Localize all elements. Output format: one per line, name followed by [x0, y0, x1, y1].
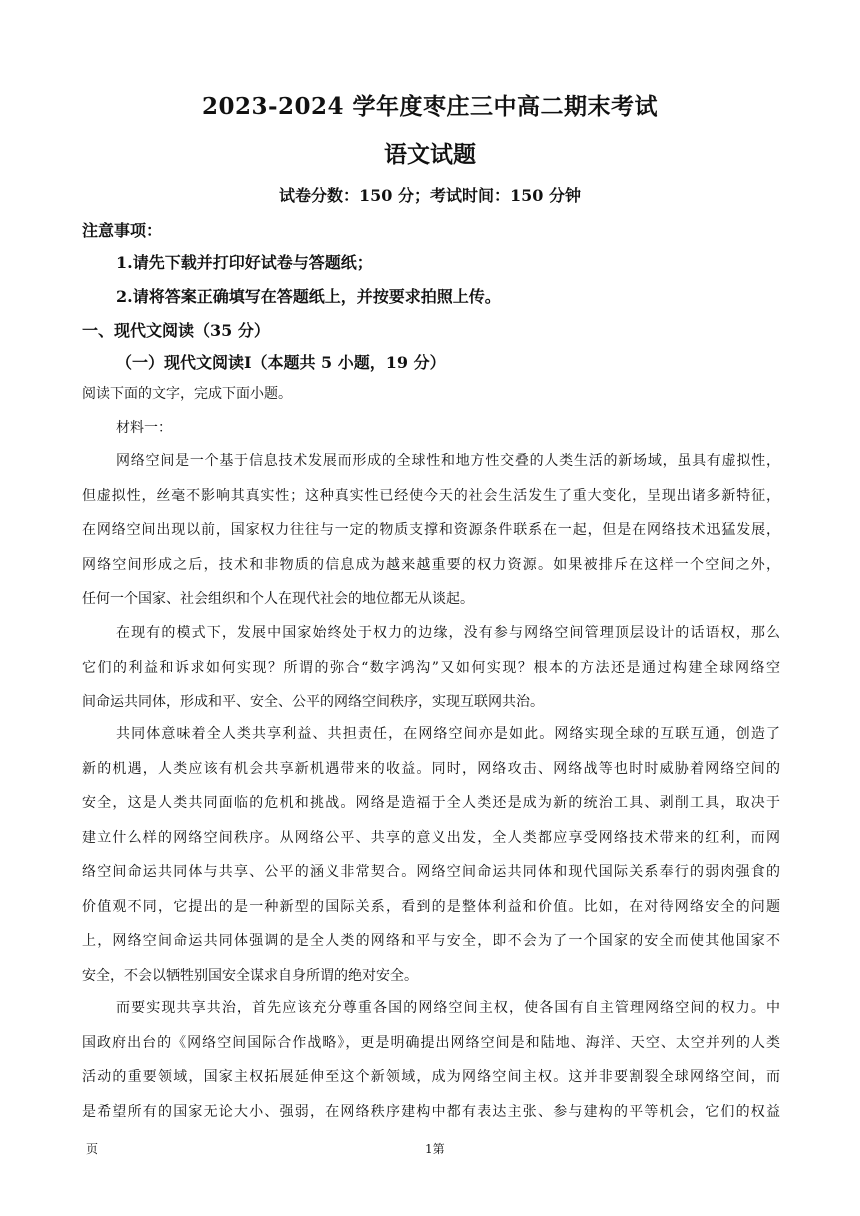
paragraph-line: 安全，不会以牺牲别国安全谋求自身所谓的绝对安全。 — [82, 967, 418, 984]
paragraph-line: 在现有的模式下，发展中国家始终处于权力的边缘，没有参与网络空间管理顶层设计的话语权，那么 — [116, 625, 780, 641]
reading-instruction: 阅读下面的文字，完成下面小题。 — [82, 386, 292, 402]
paragraph-line: 建立什么样的网络空间秩序。从网络公平、共享的意义出发，全人类都应享受网络技术带来的红利，而网 — [82, 829, 780, 846]
paragraph-line: 安全，这是人类共同面临的危机和挑战。网络是造福于全人类还是成为新的统治工具、剥削工具，取决于 — [82, 795, 780, 811]
paragraph-line: 它们的利益和诉求如何实现？所谓的弥合“数字鸿沟”又如何实现？根本的方法还是通过构建全球网络空 — [82, 659, 780, 676]
notes-heading: 注意事项： — [82, 221, 163, 240]
paragraph — [82, 616, 780, 720]
paragraph-line: 络空间命运共同体与共享、公平的涵义非常契合。网络空间命运共同体和现代国际关系奉行的弱肉强食的 — [82, 864, 780, 880]
paragraph — [82, 717, 780, 993]
exam-title: 2023-2024 学年度枣庄三中高二期末考试 — [201, 93, 659, 120]
exam-info: 试卷分数：150 分；考试时间：150 分钟 — [279, 186, 581, 205]
paragraph-line: 共同体意味着全人类共享利益、共担责任，在网络空间亦是如此。网络实现全球的互联互通，创造了 — [116, 726, 780, 742]
paragraph-line: 在网络空间出现以前，国家权力往往与一定的物质支撑和资源条件联系在一起，但是在网络技术迅猛发展， — [82, 522, 780, 538]
paragraph-line: 活动的重要领域，国家主权拓展延伸至这个新领域，成为网络空间主权。这并非要割裂全球网络空间，而 — [82, 1069, 780, 1085]
footer-left: 页 — [86, 1142, 99, 1156]
subject-title: 语文试题 — [384, 141, 476, 168]
paragraph-line: 但虚拟性，丝毫不影响其真实性；这种真实性已经使今天的社会生活发生了重大变化，呈现出诸多新特征， — [82, 487, 780, 504]
paragraph-line: 间命运共同体，形成和平、安全、公平的网络空间秩序，实现互联网共治。 — [82, 694, 544, 710]
paragraph-line: 网络空间是一个基于信息技术发展而形成的全球性和地方性交叠的人类生活的新场域，虽具有虚拟性， — [116, 453, 780, 469]
note-item: 2.请将答案正确填写在答题纸上，并按要求拍照上传。 — [116, 287, 501, 306]
paragraph-line: 新的机遇，人类应该有机会共享新机遇带来的收益。同时，网络攻击、网络战等也时时威胁着网络空间的 — [82, 760, 780, 777]
paragraph-line: 而要实现共享共治，首先应该充分尊重各国的网络空间主权，使各国有自主管理网络空间的权力。中 — [116, 1000, 780, 1016]
note-item: 1.请先下载并打印好试卷与答题纸； — [116, 253, 373, 272]
paragraph-line: 国政府出台的《网络空间国际合作战略》，更是明确提出网络空间是和陆地、海洋、天空、太空并列的人类 — [82, 1034, 780, 1051]
section-subtitle: （一）现代文阅读Ⅰ（本题共 5 小题，19 分） — [116, 353, 446, 372]
paragraph-line: 价值观不同，它提出的是一种新型的国际关系，看到的是整体利益和价值。比如，在对待网络安全的问题 — [82, 898, 780, 915]
paragraph — [82, 444, 780, 617]
paragraph — [82, 991, 780, 1129]
page-number: 1第 — [425, 1142, 445, 1156]
paragraph-line: 任何一个国家、社会组织和个人在现代社会的地位都无从谈起。 — [82, 591, 474, 607]
paragraph-line: 是希望所有的国家无论大小、强弱，在网络秩序建构中都有表达主张、参与建构的平等机会，它们的权益 — [82, 1103, 780, 1120]
section-title: 一、现代文阅读（35 分） — [82, 321, 270, 340]
material-label: 材料一： — [116, 420, 172, 436]
paragraph-line: 网络空间形成之后，技术和非物质的信息成为越来越重要的权力资源。如果被排斥在这样一个空间之外， — [82, 556, 780, 573]
paragraph-line: 上，网络空间命运共同体强调的是全人类的网络和平与安全，即不会为了一个国家的安全而使其他国家不 — [82, 933, 780, 949]
